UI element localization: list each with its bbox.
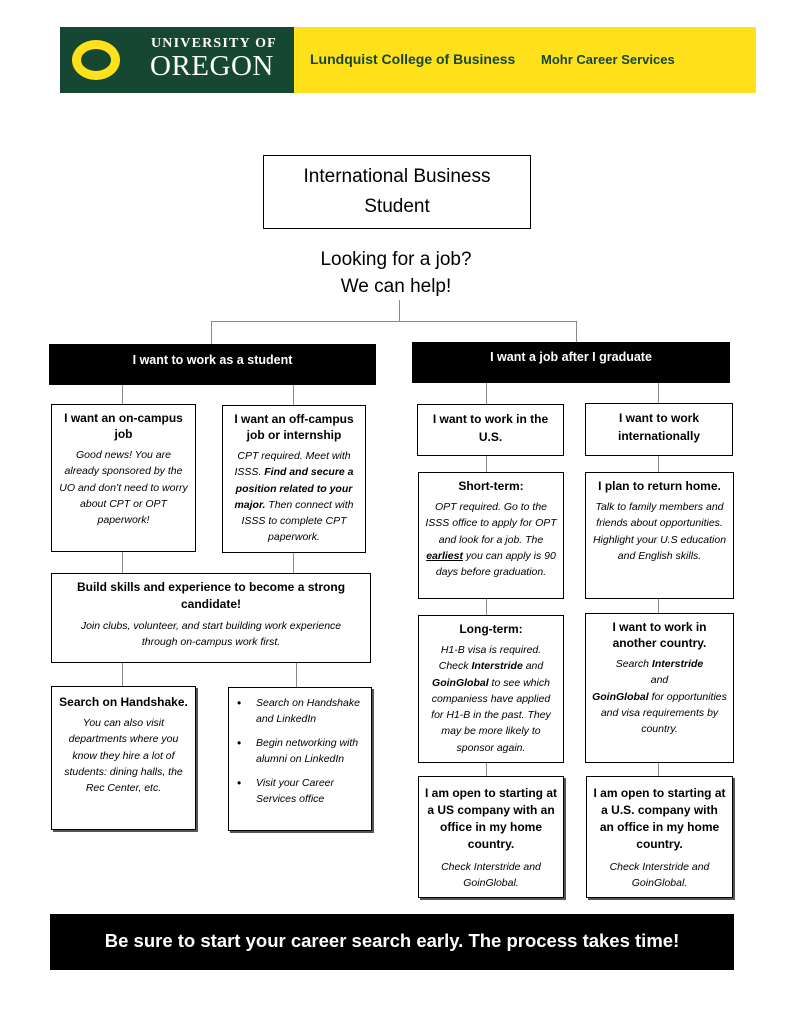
work-in-us-heading: I want to work in the U.S.	[432, 412, 549, 444]
graduate-branch-header-label: I want a job after I graduate	[490, 350, 652, 364]
connector-line	[486, 383, 487, 404]
another-country-body-part: and	[650, 674, 669, 687]
long-term-body-part: and	[522, 660, 544, 673]
another-country-body-part: Search	[615, 658, 652, 670]
connector-line	[122, 385, 123, 404]
us-company-home-body-2: Check Interstride and GoinGlobal.	[609, 861, 710, 890]
long-term-body-emphasis: Interstride	[471, 660, 523, 673]
connector-line	[658, 599, 659, 613]
off-campus-job-body	[229, 448, 359, 546]
another-country-box	[585, 613, 734, 763]
connector-line	[486, 456, 487, 472]
connector-line	[122, 552, 123, 573]
connector-line	[658, 763, 659, 776]
list-item: • Begin networking with alumni on LinkedIn	[233, 735, 367, 767]
uo-o-logo-icon	[72, 40, 120, 80]
title-line1: International Business	[303, 166, 491, 187]
off-campus-body-part: CPT required. Meet with ISSS.	[234, 450, 351, 479]
us-company-home-heading-2: I am open to starting at a U.S. company with an office in my home country.	[593, 786, 726, 851]
intro-line2: We can help!	[340, 276, 452, 297]
off-campus-job-box	[222, 405, 366, 553]
return-home-box	[585, 472, 734, 599]
student-branch-header	[49, 344, 376, 385]
long-term-box	[418, 615, 564, 763]
connector-line	[296, 663, 297, 687]
off-campus-job-heading: I want an off-campus job or internship	[234, 412, 354, 442]
connector-line	[211, 321, 212, 344]
connector-line	[211, 321, 577, 322]
connector-line	[658, 456, 659, 472]
list-item: • Visit your Career Services office	[233, 775, 367, 807]
us-company-home-box	[418, 776, 564, 898]
another-country-body	[592, 656, 727, 737]
connector-line	[576, 321, 577, 342]
on-campus-job-heading: I want an on-campus job	[64, 411, 183, 441]
college-name: Lundquist College of Business	[310, 51, 516, 67]
return-home-heading: I plan to return home.	[598, 479, 721, 493]
short-term-body-part: you can apply is 90 days before graduation.	[435, 549, 556, 579]
long-term-body-part: H1-B visa is required. Check	[438, 644, 542, 673]
short-term-heading: Short-term:	[458, 479, 524, 493]
another-country-body-emphasis: GoinGlobal	[592, 690, 649, 703]
build-skills-heading: Build skills and experience to become a strong candidate!	[76, 580, 346, 611]
student-branch-header-label: I want to work as a student	[132, 353, 293, 367]
short-term-body	[425, 499, 557, 580]
build-skills-box	[51, 573, 371, 663]
return-home-body: Talk to family members and friends about opportunities. Highlight your U.S education and English skills.	[592, 501, 727, 562]
next-steps-list-box	[228, 687, 372, 831]
connector-line	[293, 553, 294, 573]
connector-line	[658, 383, 659, 403]
build-skills-body: Join clubs, volunteer, and start building work experience through on-campus work first.	[80, 620, 342, 649]
another-country-body-emphasis: Interstride	[651, 658, 704, 670]
university-name-line2: OREGON	[150, 50, 274, 82]
connector-line	[486, 763, 487, 776]
another-country-heading: I want to work in another country.	[612, 620, 707, 650]
graduate-branch-header	[412, 342, 730, 383]
another-country-body-part: for opportunities and visa requirements by country.	[600, 690, 727, 736]
us-company-home-box-2	[586, 776, 733, 898]
short-term-box	[418, 472, 564, 599]
footer-text: Be sure to start your career search early. The process takes time!	[104, 930, 680, 951]
next-steps-list	[233, 695, 367, 807]
work-internationally-box	[585, 403, 733, 456]
university-name-line1: UNIVERSITY OF	[151, 36, 277, 51]
on-campus-job-box	[51, 404, 196, 552]
connector-line	[293, 385, 294, 405]
us-company-home-heading: I am open to starting at a US company with an office in my home country.	[425, 786, 558, 851]
connector-line	[486, 599, 487, 615]
off-campus-body-emphasis: Find and secure a position related to your major.	[234, 466, 354, 511]
career-services-name: Mohr Career Services	[541, 52, 675, 67]
long-term-body	[425, 642, 557, 756]
short-term-body-emphasis: earliest	[426, 549, 463, 562]
title-line2: Student	[364, 196, 430, 217]
handshake-body: You can also visit departments where you know they hire a lot of students: dining halls, the Rec Center, etc.	[64, 717, 183, 795]
us-company-home-body: Check Interstride and GoinGlobal.	[441, 861, 541, 890]
on-campus-job-body: Good news! You are already sponsored by the UO and don’t need to worry about CPT or OPT paperwork!	[59, 449, 188, 527]
list-item: • Search on Handshake and LinkedIn	[233, 695, 367, 727]
long-term-body-emphasis: GoinGlobal	[432, 676, 489, 689]
intro-text	[246, 246, 546, 300]
connector-line	[399, 300, 400, 322]
work-in-us-box	[417, 404, 564, 456]
handshake-box	[51, 686, 196, 830]
footer-banner	[50, 914, 734, 970]
handshake-heading: Search on Handshake.	[59, 695, 188, 709]
work-internationally-heading: I want to work internationally	[617, 411, 700, 443]
intro-line1: Looking for a job?	[320, 249, 472, 270]
long-term-heading: Long-term:	[459, 622, 523, 636]
page-title	[263, 155, 531, 229]
short-term-body-part: OPT required. Go to the ISSS office to apply for OPT and look for a job. The	[425, 501, 557, 546]
connector-line	[122, 663, 123, 686]
long-term-body-part: to see which companiess have applied for H1-B in the past. They may be more likely to sponsor again.	[431, 676, 551, 754]
off-campus-body-part: Then connect with ISSS to complete CPT paperwork.	[241, 498, 354, 544]
